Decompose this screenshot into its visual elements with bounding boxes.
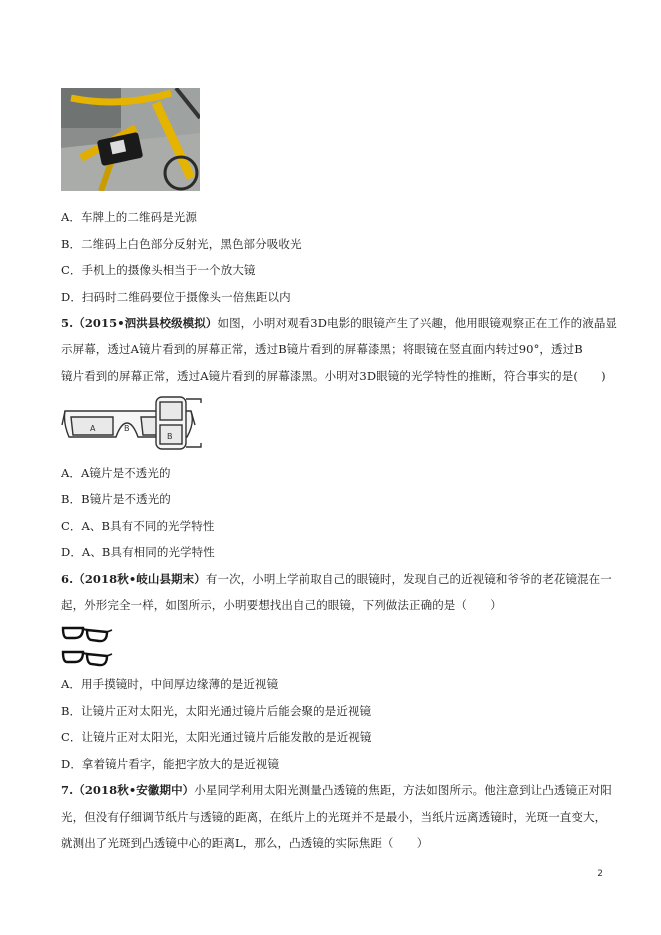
two-glasses-figure — [61, 622, 113, 668]
q5-option-c: C．A、B具有不同的光学特性 — [61, 519, 215, 533]
lens-a-label: A — [90, 424, 96, 433]
3d-glasses-figure — [61, 393, 226, 453]
q5-stem-line-3: 镜片看到的屏幕正常，透过A镜片看到的屏幕漆黑。小明对3D眼镜的光学特性的推断，符合事实的是( ) — [61, 369, 606, 383]
q4-option-d: D．扫码时二维码要位于摄像头一倍焦距以内 — [61, 290, 291, 304]
q6-option-a: A．用手摸镜时，中间厚边缘薄的是近视镜 — [61, 677, 279, 691]
q4-option-c: C．手机上的摄像头相当于一个放大镜 — [61, 263, 256, 277]
q7-stem-line-1 — [61, 783, 612, 797]
q7-text-1: 小星同学利用太阳光测量凸透镜的焦距，方法如图所示。他注意到让凸透镜正对阳 — [194, 783, 612, 797]
q6-option-d: D．拿着镜片看字，能把字放大的是近视镜 — [61, 757, 280, 771]
lens-b-label-rotated: B — [167, 432, 173, 441]
q5-text-1: 如图，小明对观看3D电影的眼镜产生了兴趣，他用眼镜观察正在工作的液晶显 — [217, 316, 618, 330]
q7-source: （2018秋•安徽期中） — [73, 783, 195, 797]
q6-option-c: C．让镜片正对太阳光，太阳光通过镜片后能发散的是近视镜 — [61, 730, 372, 744]
q6-option-b: B．让镜片正对太阳光，太阳光通过镜片后能会聚的是近视镜 — [61, 704, 372, 718]
q7-number: 7. — [61, 783, 74, 797]
q6-text-1: 有一次，小明上学前取自己的眼镜时，发现自己的近视镜和爷爷的老花镜混在一 — [205, 572, 612, 586]
q5-number: 5. — [61, 316, 74, 330]
q5-stem-line-1 — [61, 316, 618, 330]
q7-stem-line-2: 光，但没有仔细调节纸片与透镜的距离，在纸片上的光斑并不是最小，当纸片远离透镜时，光斑一直变大， — [61, 810, 607, 824]
q4-option-b: B．二维码上白色部分反射光，黑色部分吸收光 — [61, 237, 302, 251]
page-number: 2 — [597, 869, 603, 879]
q6-stem-line-1 — [61, 572, 612, 586]
q5-option-b: B．B镜片是不透光的 — [61, 492, 171, 506]
q6-stem-line-2: 起，外形完全一样，如图所示，小明要想找出自己的眼镜，下列做法正确的是（ ） — [61, 598, 502, 612]
lens-b-label: B — [124, 424, 130, 433]
q6-number: 6. — [61, 572, 74, 586]
q6-source: （2018秋•岐山县期末） — [73, 572, 206, 586]
q5-stem-line-2: 示屏幕，透过A镜片看到的屏幕正常，透过B镜片看到的屏幕漆黑；将眼镜在竖直面内转过90°，透过B — [61, 342, 583, 356]
q5-source: （2015•泗洪县校级模拟） — [73, 316, 218, 330]
q7-stem-line-3: 就测出了光斑到凸透镜中心的距离L，那么，凸透镜的实际焦距（ ） — [61, 836, 429, 850]
bicycle-qr-code-photo — [61, 88, 200, 191]
q5-option-a: A．A镜片是不透光的 — [61, 466, 171, 480]
q5-option-d: D．A、B具有相同的光学特性 — [61, 545, 215, 559]
q4-option-a: A．车牌上的二维码是光源 — [61, 210, 198, 224]
